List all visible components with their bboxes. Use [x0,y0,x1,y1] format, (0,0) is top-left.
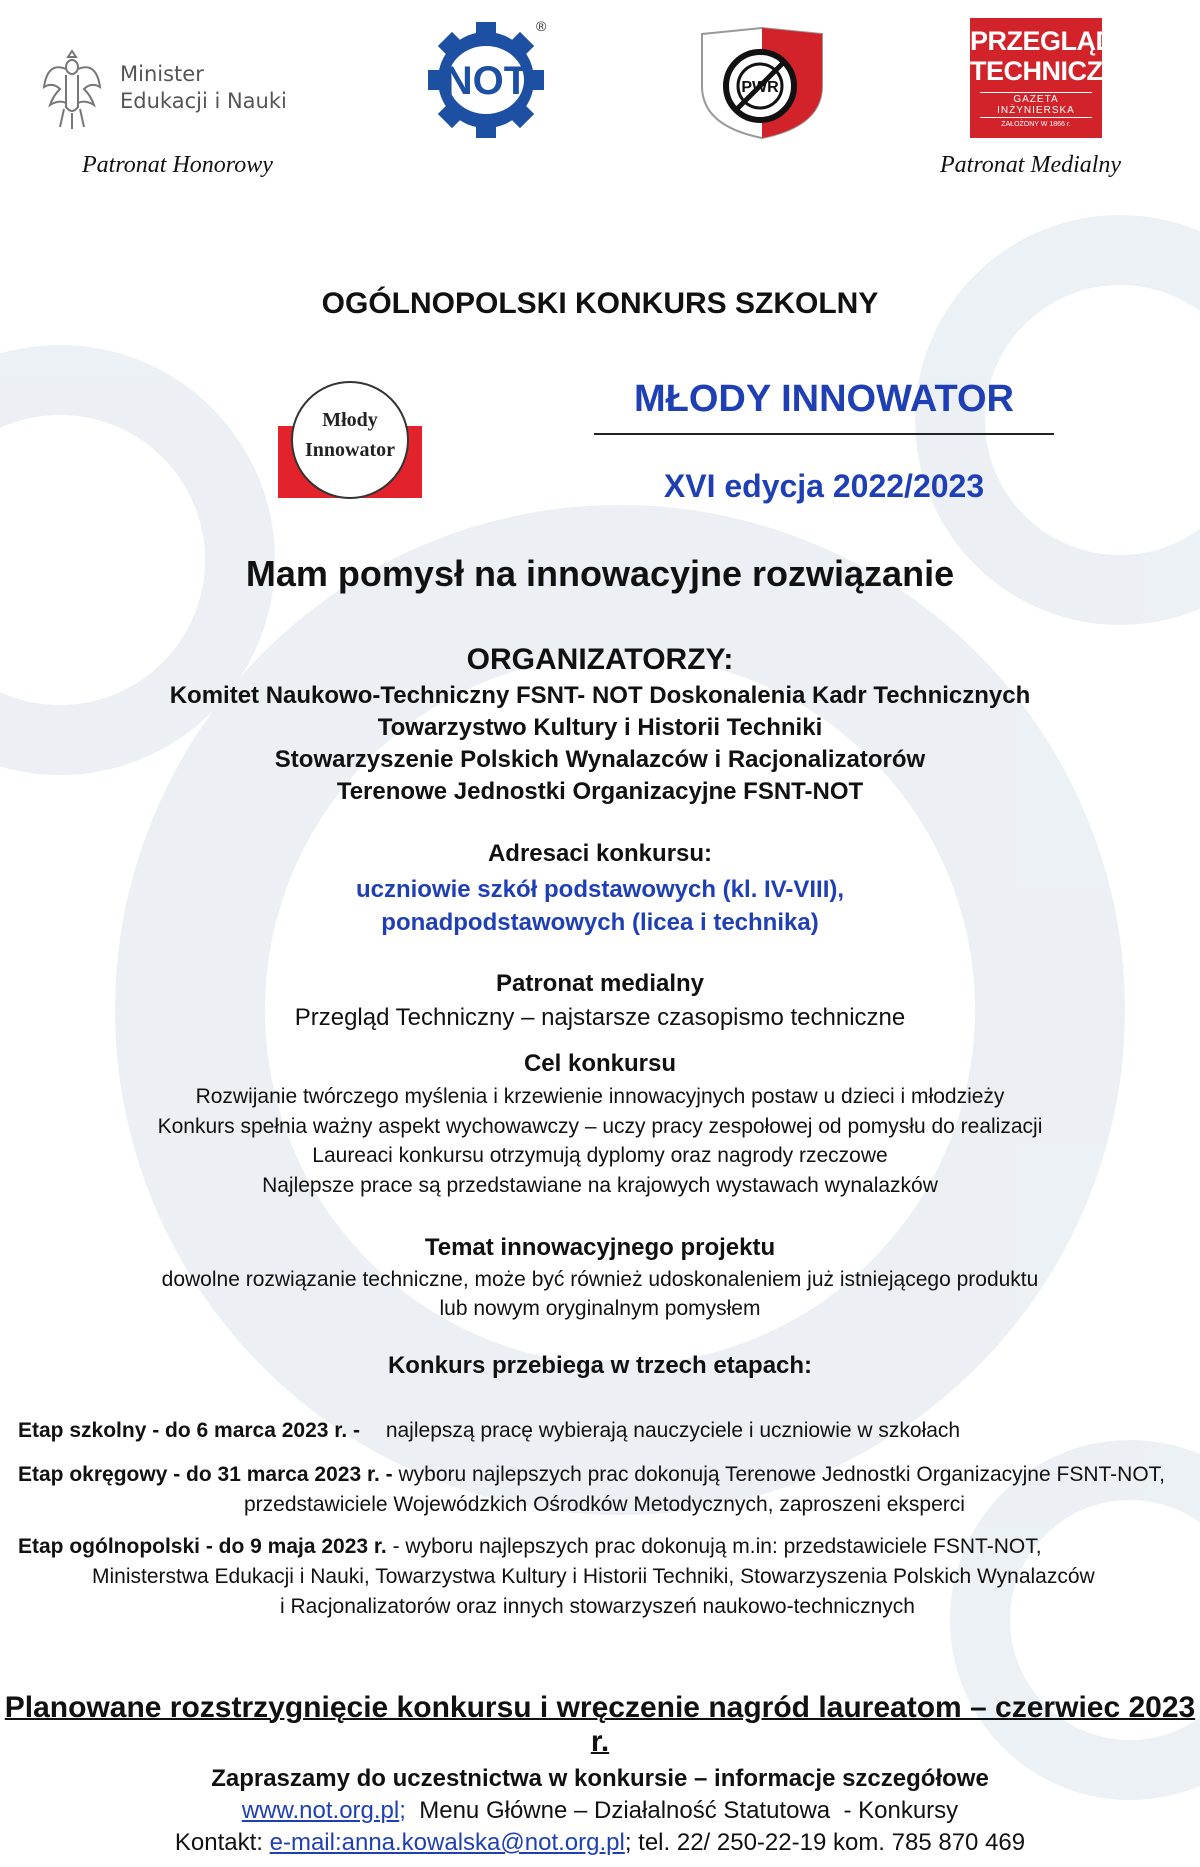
eagle-emblem-icon [42,43,102,133]
stage-school-text: najlepszą pracę wybierają nauczyciele i uczniowie w szkołach [385,1419,961,1442]
pt-logo-line1: PRZEGLĄD [970,26,1115,56]
contest-heading: OGÓLNOPOLSKI KONKURS SZKOLNY [321,287,879,320]
pt-logo-line4: ZAŁOŻONY W 1866 r. [1001,121,1071,128]
contest-motto: Mam pomysł na innowacyjne rozwiązanie [245,553,955,594]
phone-info: ; tel. 22/ 250-22-19 kom. 785 870 469 [624,1829,1026,1856]
ministry-name-line1: Minister [120,61,204,86]
mi-logo-line1: Młody [322,409,378,431]
navigation-path: Menu Główne – Działalność Statutowa - Konkursy [405,1797,959,1824]
goal-line: Rozwijanie twórczego myślenia i krzewienie innowacyjnych postaw u dzieci i młodzieży [195,1085,1005,1108]
stage-national-text: - wyboru najlepszych prac dokonują m.in: przedstawiciele FSNT-NOT, [392,1535,1042,1558]
ministry-logo [42,40,332,135]
contact-line [0,1829,1200,1857]
stage-school-label: Etap szkolny - do 6 marca 2023 r. - [18,1419,360,1442]
website-separator: ; [399,1797,406,1824]
media-patron-heading: Patronat medialny [495,970,705,997]
pwr-logo-text: PWR [741,79,779,96]
addressees-list [0,873,1200,939]
topic-list [0,1265,1200,1323]
contest-title: MŁODY INNOWATOR [634,378,1014,420]
mlody-innowator-logo [276,378,424,500]
registered-mark: ® [536,18,547,34]
stage-school [18,1419,1188,1443]
topic-line: lub nowym oryginalnym pomysłem [439,1297,761,1320]
ministry-name-line2: Edukacji i Nauki [120,88,287,113]
stage-district [18,1463,1188,1517]
stage-national-continuation-1: Ministerstwa Edukacji i Nauki, Towarzystwa Kultury i Historii Techniki, Stowarzyszenia Polskich Wynalazców [92,1565,1095,1588]
addressees-heading: Adresaci konkursu: [487,840,713,867]
stage-national [18,1535,1188,1619]
stage-district-continuation: przedstawiciele Wojewódzkich Ośrodków Metodycznych, zaproszeni eksperci [244,1493,965,1516]
mi-logo-line2: Innowator [304,439,396,461]
not-logo-text: NOT [443,59,529,103]
organizers-heading: ORGANIZATORZY: [466,643,734,676]
goal-line: Laureaci konkursu otrzymują dyplomy oraz nagrody rzeczowe [312,1144,888,1167]
website-link[interactable]: www.not.org.pl [241,1797,400,1824]
stage-district-label: Etap okręgowy - do 31 marca 2023 r. - [18,1463,393,1486]
topic-heading: Temat innowacyjnego projektu [424,1234,776,1261]
organizers-list [0,680,1200,808]
media-patron-text: Przegląd Techniczny – najstarsze czasopismo techniczne [294,1004,906,1031]
goal-line: Konkurs spełnia ważny aspekt wychowawczy – uczy pracy zespołowej od pomysłu do realizacji [157,1114,1043,1138]
organizer-item: Stowarzyszenie Polskich Wynalazców i Racjonalizatorów [274,746,926,773]
honorary-patronage-label: Patronat Honorowy [82,152,273,178]
przeglad-techniczny-logo [970,18,1139,138]
organizer-item: Towarzystwo Kultury i Historii Techniki [377,714,823,741]
organizer-item: Komitet Naukowo-Techniczny FSNT- NOT Doskonalenia Kadr Technicznych [169,682,1031,709]
organizer-item: Terenowe Jednostki Organizacyjne FSNT-NOT [336,778,864,805]
topic-line: dowolne rozwiązanie techniczne, może być również udoskonaleniem już istniejącego produktu [161,1268,1039,1291]
goal-heading: Cel konkursu [523,1050,677,1077]
contest-edition: XVI edycja 2022/2023 [663,468,985,504]
stage-national-label: Etap ogólnopolski - do 9 maja 2023 r. [18,1535,387,1558]
contact-label: Kontakt: [174,1829,270,1856]
pwr-emblem-icon [692,26,832,141]
invitation-text: Zapraszamy do uczestnictwa w konkursie – informacje szczegółowe [211,1765,989,1792]
stages-heading: Konkurs przebiega w trzech etapach: [387,1352,813,1379]
email-link[interactable]: e-mail:anna.kowalska@not.org.pl [269,1829,625,1856]
goal-line: Najlepsze prace są przedstawiane na krajowych wystawach wynalazków [262,1173,938,1197]
addressee-line: ponadpodstawowych (licea i technika) [381,909,819,936]
media-patronage-label: Patronat Medialny [940,152,1122,178]
stage-district-text: wyboru najlepszych prac dokonują Terenowe Jednostki Organizacyjne FSNT-NOT, [398,1463,1165,1486]
goal-list [0,1082,1200,1200]
website-line [0,1797,1200,1825]
mlody-innowator-emblem [276,378,424,500]
not-gear-icon [424,18,548,142]
pt-logo-line2: TECHNICZNY [970,56,1139,86]
results-announcement-text: Planowane rozstrzygnięcie konkursu i wręczenie nagród laureatom – czerwiec 2023 r. [4,1691,1196,1758]
results-announcement [0,1691,1200,1759]
addressee-line: uczniowie szkół podstawowych (kl. IV-VIII), [355,876,845,903]
pwr-logo [692,26,832,141]
not-logo [424,18,554,148]
pt-logo-line3: GAZETA INŻYNIERSKA [980,92,1092,118]
title-divider [594,433,1054,435]
stage-national-continuation-2: i Racjonalizatorów oraz innych stowarzyszeń naukowo-technicznych [280,1595,915,1618]
